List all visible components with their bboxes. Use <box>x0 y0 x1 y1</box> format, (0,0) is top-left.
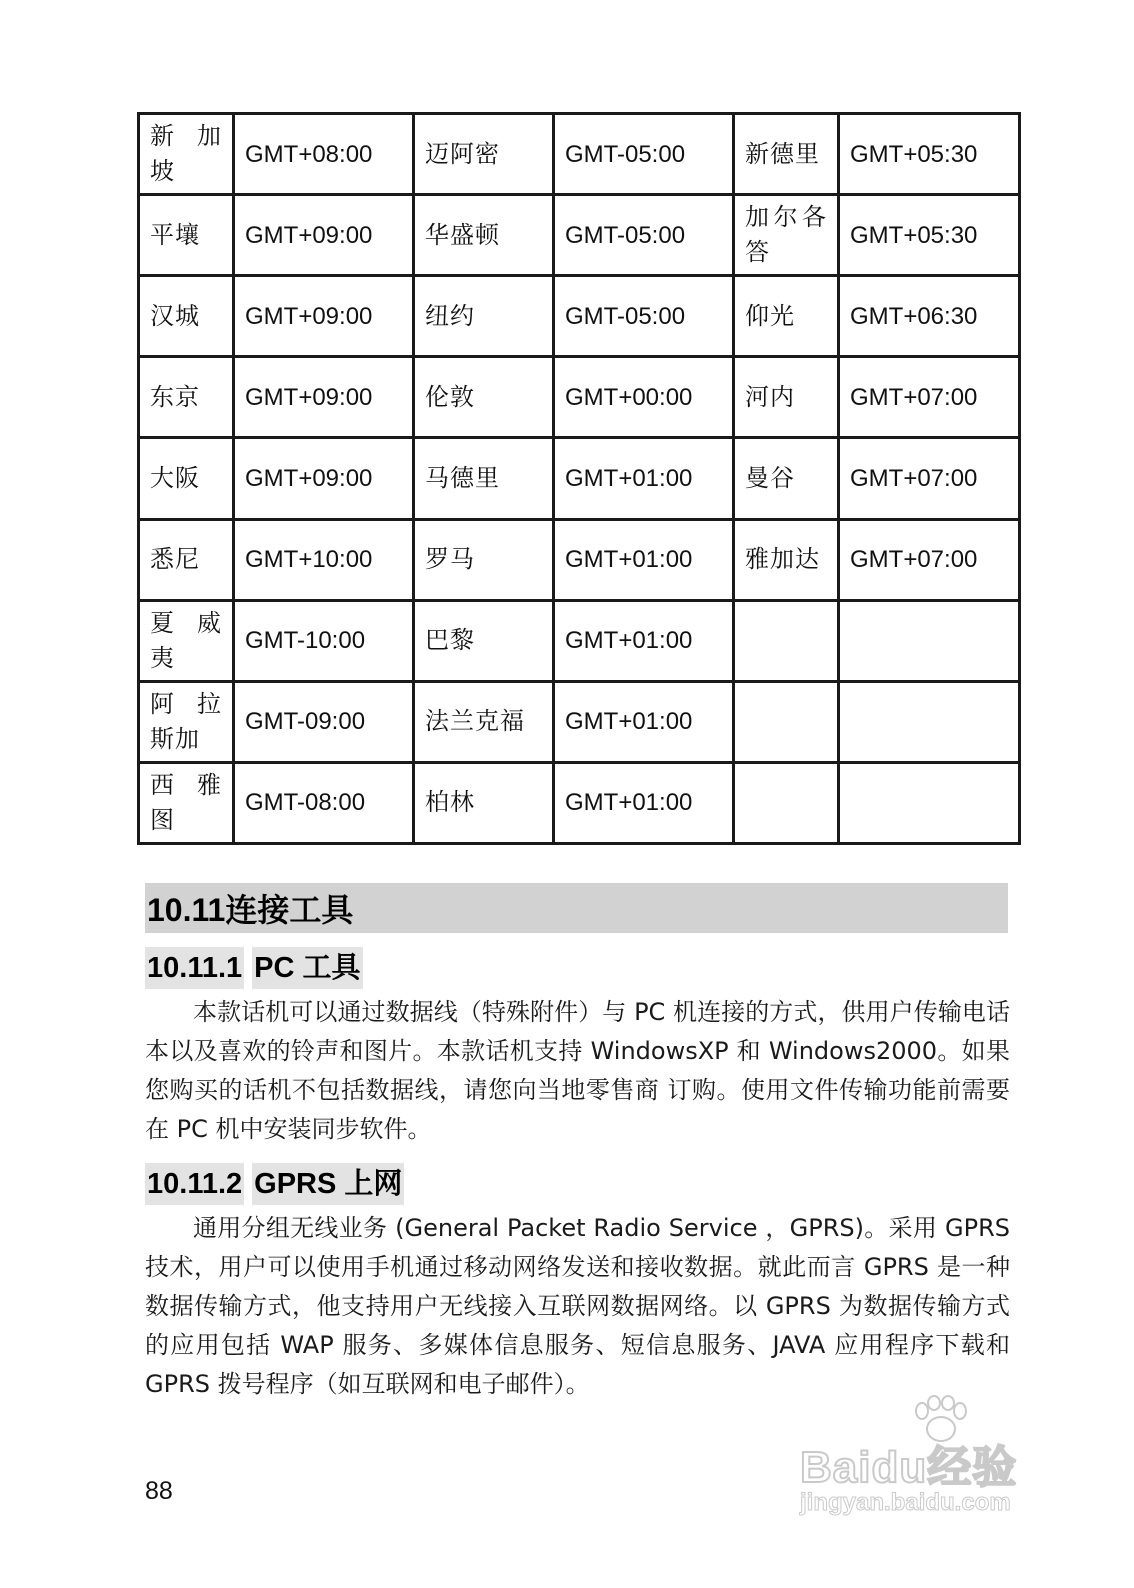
city-cell: 迈阿密 <box>414 114 554 195</box>
table-row <box>139 600 1020 681</box>
gmt-offset-cell <box>839 762 1020 843</box>
gmt-offset-cell: GMT+00:00 <box>554 357 734 438</box>
watermark-logo: Baidu经验 <box>800 1443 1018 1492</box>
city-cell <box>734 681 839 762</box>
table-row <box>139 276 1020 357</box>
city-cell: 伦敦 <box>414 357 554 438</box>
table-row <box>139 762 1020 843</box>
table-row <box>139 438 1020 519</box>
city-cell <box>734 600 839 681</box>
city-cell: 柏林 <box>414 762 554 843</box>
section-title: 10.11连接工具 <box>147 892 354 928</box>
gmt-offset-cell: GMT+09:00 <box>234 276 414 357</box>
gmt-offset-cell: GMT-05:00 <box>554 195 734 276</box>
gmt-offset-cell: GMT+05:30 <box>839 195 1020 276</box>
paragraph-pc-tools: 本款话机可以通过数据线（特殊附件）与 PC 机连接的方式，供用户传输电话本以及喜欢的铃声和图片。本款话机支持 WindowsXP 和 Windows2000。如果您购买的话机不包括数据线，请您向当地零售商 订购。使用文件传输功能前需要在 PC 机中安装同步软件。 <box>145 998 1010 1143</box>
gmt-offset-cell: GMT-09:00 <box>234 681 414 762</box>
city-cell: 汉城 <box>139 276 234 357</box>
city-cell: 新 加 坡 <box>139 114 234 195</box>
city-cell: 罗马 <box>414 519 554 600</box>
subsection-heading-pc-tools <box>145 947 363 989</box>
gmt-offset-cell: GMT-05:00 <box>554 276 734 357</box>
subsection-title: GPRS 上网 <box>252 1163 404 1205</box>
gmt-offset-cell <box>839 600 1020 681</box>
table-row <box>139 519 1020 600</box>
gmt-offset-cell: GMT-05:00 <box>554 114 734 195</box>
gmt-offset-cell: GMT+07:00 <box>839 438 1020 519</box>
table-row <box>139 357 1020 438</box>
gmt-offset-cell: GMT+01:00 <box>554 762 734 843</box>
city-cell: 夏 威 夷 <box>139 600 234 681</box>
city-cell: 西 雅 图 <box>139 762 234 843</box>
baidu-watermark <box>800 1395 1060 1525</box>
city-cell: 巴黎 <box>414 600 554 681</box>
gmt-offset-cell: GMT+01:00 <box>554 519 734 600</box>
city-cell <box>734 762 839 843</box>
watermark-url: jingyan.baidu.com <box>800 1489 1011 1516</box>
city-cell: 大阪 <box>139 438 234 519</box>
city-cell: 加尔各答 <box>734 195 839 276</box>
city-cell: 阿 拉 斯加 <box>139 681 234 762</box>
table-row <box>139 195 1020 276</box>
gmt-offset-cell: GMT+01:00 <box>554 438 734 519</box>
gmt-offset-cell: GMT+08:00 <box>234 114 414 195</box>
city-cell: 河内 <box>734 357 839 438</box>
city-cell: 雅加达 <box>734 519 839 600</box>
gmt-offset-cell: GMT-08:00 <box>234 762 414 843</box>
gmt-offset-cell <box>839 681 1020 762</box>
gmt-offset-cell: GMT-10:00 <box>234 600 414 681</box>
gmt-offset-cell: GMT+07:00 <box>839 519 1020 600</box>
gmt-offset-cell: GMT+07:00 <box>839 357 1020 438</box>
page-number: 88 <box>145 1477 173 1505</box>
table-row <box>139 681 1020 762</box>
gmt-offset-cell: GMT+01:00 <box>554 600 734 681</box>
paragraph-gprs: 通用分组无线业务 (General Packet Radio Service ，GPRS)。采用 GPRS 技术，用户可以使用手机通过移动网络发送和接收数据。就此而言 GPRS 是一种数据传输方式，他支持用户无线接入互联网数据网络。以 GPRS 为数据传输方式的应用包括 WAP 服务、多媒体信息服务、短信息服务、JAVA 应用程序下载和 GPRS 拨号程序（如互联网和电子邮件）。 <box>145 1214 1010 1398</box>
gmt-offset-cell: GMT+09:00 <box>234 357 414 438</box>
city-cell: 曼谷 <box>734 438 839 519</box>
subsection-number: 10.11.2 <box>145 1163 244 1205</box>
city-cell: 悉尼 <box>139 519 234 600</box>
city-cell: 新德里 <box>734 114 839 195</box>
gmt-offset-cell: GMT+01:00 <box>554 681 734 762</box>
city-cell: 华盛顿 <box>414 195 554 276</box>
gmt-offset-cell: GMT+09:00 <box>234 438 414 519</box>
city-cell: 法兰克福 <box>414 681 554 762</box>
subsection-title: PC 工具 <box>252 947 362 989</box>
city-cell: 东京 <box>139 357 234 438</box>
city-cell: 纽约 <box>414 276 554 357</box>
gmt-offset-cell: GMT+10:00 <box>234 519 414 600</box>
table-row <box>139 114 1020 195</box>
city-cell: 仰光 <box>734 276 839 357</box>
gmt-offset-cell: GMT+06:30 <box>839 276 1020 357</box>
city-cell: 马德里 <box>414 438 554 519</box>
timezone-table <box>137 112 1021 845</box>
subsection-number: 10.11.1 <box>145 947 244 989</box>
gmt-offset-cell: GMT+09:00 <box>234 195 414 276</box>
gmt-offset-cell: GMT+05:30 <box>839 114 1020 195</box>
subsection-heading-gprs <box>145 1163 404 1205</box>
city-cell: 平壤 <box>139 195 234 276</box>
